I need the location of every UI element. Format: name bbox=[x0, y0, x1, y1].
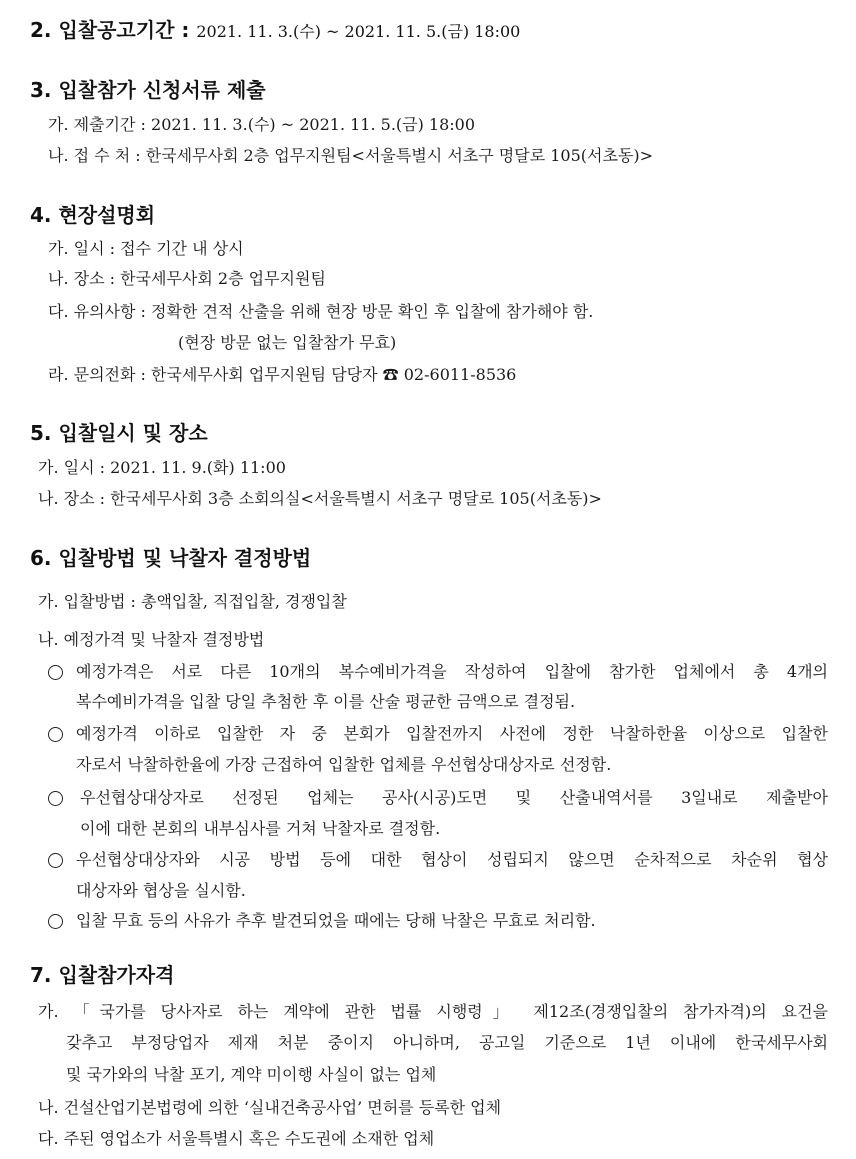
section-3-line-1: 가. 제출기간 : 2021. 11. 3.(수) ~ 2021. 11. 5.(금) 18:00 bbox=[48, 115, 476, 134]
bullet-circle bbox=[48, 665, 63, 680]
bullet-3-line-1: 우선협상대상자로 선정된 업체는 공사(시공)도면 및 산출내역서를 3일내로 제출받아 bbox=[80, 788, 828, 807]
section-7-line-1: 가. 「국가를 당사자로 하는 계약에 관한 법률 시행령」 제12조(경쟁입찰의 참가자격)의 요건을 bbox=[38, 1002, 828, 1021]
bullet-circle bbox=[48, 727, 63, 742]
bullet-2-line-1: 예정가격 이하로 입찰한 자 중 본회가 입찰전까지 사전에 정한 낙찰하한율 이상으로 입찰한 bbox=[76, 724, 828, 743]
section-3-line-2: 나. 접 수 처 : 한국세무사회 2층 업무지원팀<서울특별시 서초구 명달로 105(서초동)> bbox=[48, 146, 654, 165]
section-7-line-5: 다. 주된 영업소가 서울특별시 혹은 수도권에 소재한 업체 bbox=[38, 1129, 435, 1148]
section-2-title: 2. 입찰공고기간 : bbox=[30, 18, 190, 42]
section-5-title: 5. 입찰일시 및 장소 bbox=[30, 421, 208, 445]
section-6-line-1: 가. 입찰방법 : 총액입찰, 직접입찰, 경쟁입찰 bbox=[38, 592, 347, 611]
section-6-title: 6. 입찰방법 및 낙찰자 결정방법 bbox=[30, 546, 312, 570]
bullet-3-line-2: 이에 대한 본회의 내부심사를 거쳐 낙찰자로 결정함. bbox=[80, 819, 441, 838]
bullet-circle bbox=[48, 853, 63, 868]
section-4-title: 4. 현장설명회 bbox=[30, 203, 156, 227]
bullet-4-line-1: 우선협상대상자와 시공 방법 등에 대한 협상이 성립되지 않으면 순차적으로 차순위 협상 bbox=[76, 850, 828, 869]
section-4-line-4: (현장 방문 없는 입찰참가 무효) bbox=[178, 333, 397, 352]
section-7-line-3: 및 국가와의 낙찰 포기, 계약 미이행 사실이 없는 업체 bbox=[66, 1065, 437, 1084]
bullet-5-line-1: 입찰 무효 등의 사유가 추후 발견되었을 때에는 당해 낙찰은 무효로 처리함. bbox=[76, 911, 596, 930]
section-2-value: 2021. 11. 3.(수) ~ 2021. 11. 5.(금) 18:00 bbox=[196, 22, 521, 41]
bullet-circle bbox=[48, 914, 63, 929]
section-4-line-3: 다. 유의사항 : 정확한 견적 산출을 위해 현장 방문 확인 후 입찰에 참가해야 함. bbox=[48, 302, 594, 321]
bullet-2-line-2: 자로서 낙찰하한율에 가장 근접하여 입찰한 업체를 우선협상대상자로 선정함. bbox=[76, 755, 612, 774]
bullet-1-line-1: 예정가격은 서로 다른 10개의 복수예비가격을 작성하여 입찰에 참가한 업체에서 총 4개의 bbox=[76, 662, 828, 681]
section-4-line-2: 나. 장소 : 한국세무사회 2층 업무지원팀 bbox=[48, 269, 326, 288]
section-2-heading bbox=[30, 17, 520, 45]
section-7-line-4: 나. 건설산업기본법령에 의한 ‘실내건축공사업’ 면허를 등록한 업체 bbox=[38, 1098, 502, 1117]
section-4-line-5: 라. 문의전화 : 한국세무사회 업무지원팀 담당자 ☎ 02-6011-8536 bbox=[48, 365, 517, 384]
section-5-line-1: 가. 일시 : 2021. 11. 9.(화) 11:00 bbox=[38, 458, 286, 477]
section-3-title: 3. 입찰참가 신청서류 제출 bbox=[30, 78, 266, 102]
bullet-1-line-2: 복수예비가격을 입찰 당일 추첨한 후 이를 산술 평균한 금액으로 결정됨. bbox=[76, 692, 576, 711]
section-5-line-2: 나. 장소 : 한국세무사회 3층 소회의실<서울특별시 서초구 명달로 105(서초동)> bbox=[38, 489, 602, 508]
section-6-line-2: 나. 예정가격 및 낙찰자 결정방법 bbox=[38, 630, 265, 649]
section-7-line-2: 갖추고 부정당업자 제재 처분 중이지 아니하며, 공고일 기준으로 1년 이내에 한국세무사회 bbox=[66, 1033, 828, 1052]
section-4-line-1: 가. 일시 : 접수 기간 내 상시 bbox=[48, 239, 244, 258]
bullet-circle bbox=[48, 791, 63, 806]
section-7-title: 7. 입찰참가자격 bbox=[30, 963, 175, 987]
bullet-4-line-2: 대상자와 협상을 실시함. bbox=[76, 881, 246, 900]
